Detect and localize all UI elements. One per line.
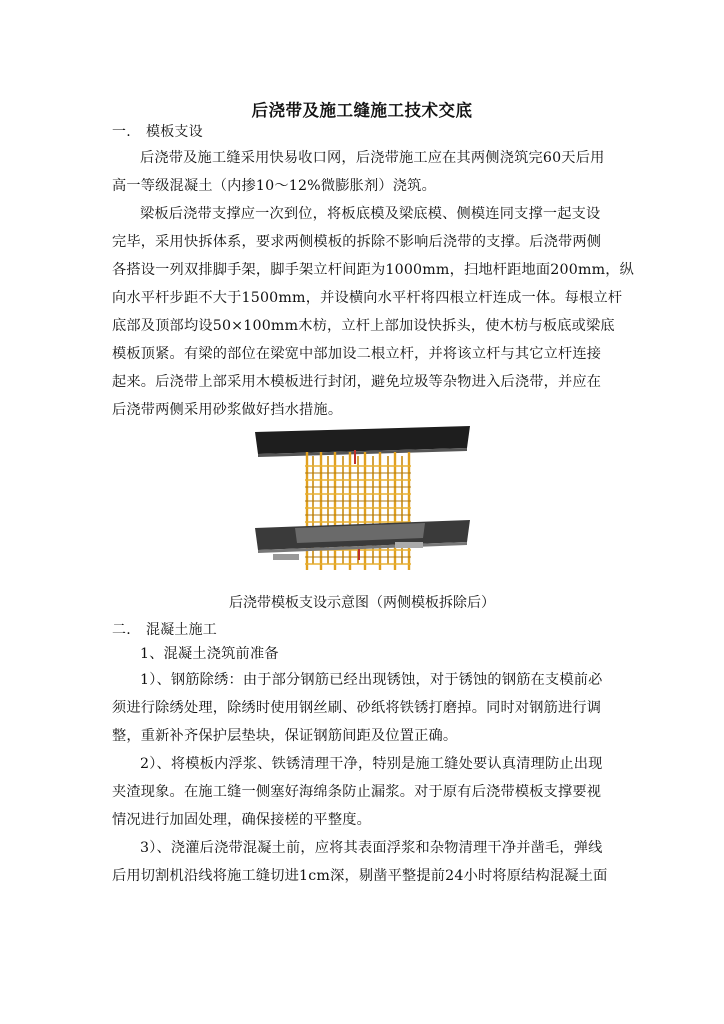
figure-caption: 后浇带模板支设示意图（两侧模板拆除后） [229, 595, 495, 611]
subheading-line: 1、混凝土浇筑前准备 [140, 646, 279, 662]
paragraph-line: 须进行除绣处理，除绣时使用钢丝刷、砂纸将铁锈打磨掉。同时对钢筋进行调 [112, 700, 602, 716]
section-heading-1 [112, 122, 203, 142]
document-title: 后浇带及施工缝施工技术交底 [251, 101, 473, 120]
paragraph-line: 后浇带两侧采用砂浆做好挡水措施。 [112, 402, 343, 418]
section-title: 混凝土施工 [146, 622, 217, 638]
paragraph-line: 夹渣现象。在施工缝一侧塞好海绵条防止漏浆。对于原有后浇带模板支撑要视 [112, 784, 602, 800]
section-heading-2 [112, 620, 217, 640]
paragraph-line: 1）、钢筋除绣：由于部分钢筋已经出现锈蚀，对于锈蚀的钢筋在支模前必 [140, 672, 603, 688]
paragraph-line: 底部及顶部均设50×100mm木枋，立杆上部加设快拆头，使木枋与板底或梁底 [112, 318, 615, 334]
section-title: 模板支设 [146, 124, 203, 140]
paragraph-line: 2）、将模板内浮浆、铁锈清理干净，特别是施工缝处要认真清理防止出现 [140, 756, 603, 772]
paragraph-line: 起来。后浇带上部采用木模板进行封闭，避免垃圾等杂物进入后浇带，并应在 [112, 374, 602, 390]
section-number: 一. [112, 124, 131, 140]
paragraph-line: 情况进行加固处理，确保接槎的平整度。 [112, 812, 371, 828]
paragraph-line: 整，重新补齐保护层垫块，保证钢筋间距及位置正确。 [112, 728, 458, 744]
paragraph-line: 向水平杆步距不大于1500mm，并设横向水平杆将四根立杆连成一体。每根立杆 [112, 290, 623, 306]
paragraph-line: 3）、浇灌后浇带混凝土前，应将其表面浮浆和杂物清理干净并凿毛，弹线 [140, 840, 603, 856]
paragraph-line: 梁板后浇带支撑应一次到位，将板底模及梁底模、侧模连同支撑一起支设 [140, 206, 601, 222]
paragraph-line: 模板顶紧。有梁的部位在梁宽中部加设二根立杆，并将该立杆与其它立杆连接 [112, 346, 602, 362]
paragraph-line: 后用切割机沿线将施工缝切进1cm深，剔凿平整提前24小时将原结构混凝土面 [112, 868, 608, 884]
section-number: 二. [112, 622, 131, 638]
paragraph-line: 完毕，采用快拆体系，要求两侧模板的拆除不影响后浇带的支撑。后浇带两侧 [112, 234, 602, 250]
paragraph-line: 后浇带及施工缝采用快易收口网，后浇带施工应在其两侧浇筑完60天后用 [140, 150, 605, 166]
paragraph-line: 高一等级混凝土（内掺10～12%微膨胀剂）浇筑。 [112, 178, 436, 194]
scaffold-figure [255, 424, 470, 574]
paragraph-line: 各搭设一列双排脚手架，脚手架立杆间距为1000mm，扫地杆距地面200mm，纵 [112, 262, 635, 278]
